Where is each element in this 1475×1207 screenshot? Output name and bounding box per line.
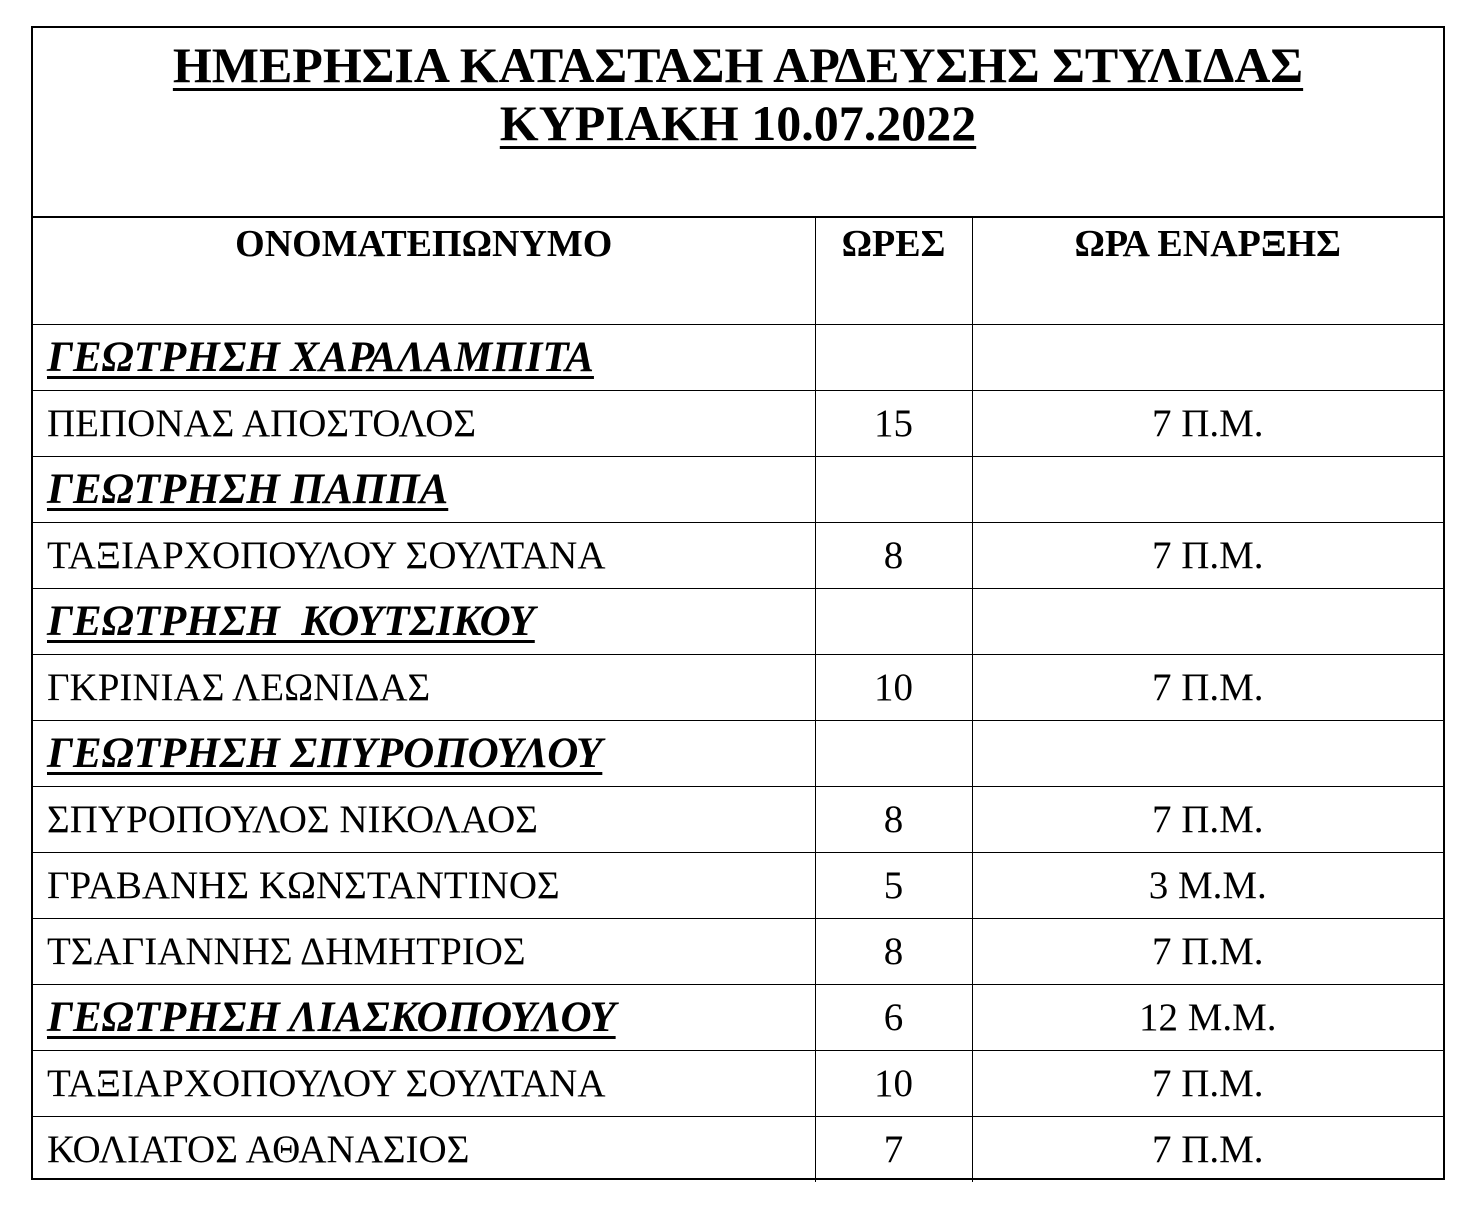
section-name: ΓΕΩΤΡΗΣΗ ΣΠΥΡΟΠΟΥΛΟΥ bbox=[47, 730, 603, 777]
start-time-cell: 7 Π.Μ. bbox=[972, 391, 1443, 457]
section-name-cell bbox=[33, 721, 815, 787]
section-name-cell bbox=[33, 325, 815, 391]
person-name: ΤΑΞΙΑΡΧΟΠΟΥΛΟΥ ΣΟΥΛΤΑΝΑ bbox=[47, 1062, 606, 1105]
person-name: ΚΟΛΙΑΤΟΣ ΑΘΑΝΑΣΙΟΣ bbox=[47, 1128, 470, 1171]
irrigation-schedule-sheet bbox=[31, 26, 1445, 1180]
hours-cell: 8 bbox=[815, 523, 972, 589]
start-time-cell bbox=[972, 721, 1443, 787]
start-time-cell: 7 Π.Μ. bbox=[972, 1051, 1443, 1117]
person-name-cell bbox=[33, 853, 815, 919]
hours-cell: 6 bbox=[815, 985, 972, 1051]
person-name: ΤΑΞΙΑΡΧΟΠΟΥΛΟΥ ΣΟΥΛΤΑΝΑ bbox=[47, 534, 606, 577]
start-time-cell bbox=[972, 457, 1443, 523]
person-name-cell bbox=[33, 391, 815, 457]
start-time-cell: 3 Μ.Μ. bbox=[972, 853, 1443, 919]
person-name-cell bbox=[33, 523, 815, 589]
start-time-cell: 7 Π.Μ. bbox=[972, 655, 1443, 721]
table-row bbox=[33, 919, 1443, 985]
column-header-hours: ΩΡΕΣ bbox=[815, 218, 972, 325]
hours-cell: 8 bbox=[815, 919, 972, 985]
document-title bbox=[33, 36, 1443, 94]
section-name: ΓΕΩΤΡΗΣΗ ΛΙΑΣΚΟΠΟΥΛΟΥ bbox=[47, 994, 616, 1041]
hours-cell: 5 bbox=[815, 853, 972, 919]
start-time-cell bbox=[972, 325, 1443, 391]
start-time-cell: 7 Π.Μ. bbox=[972, 1117, 1443, 1183]
hours-cell bbox=[815, 589, 972, 655]
person-name: ΠΕΠΟΝΑΣ ΑΠΟΣΤΟΛΟΣ bbox=[47, 402, 477, 445]
section-name: ΓΕΩΤΡΗΣΗ ΚΟΥΤΣΙΚΟΥ bbox=[47, 598, 535, 645]
table-header-row bbox=[33, 218, 1443, 325]
table-row bbox=[33, 523, 1443, 589]
section-name-cell bbox=[33, 589, 815, 655]
person-name-cell bbox=[33, 655, 815, 721]
person-name-cell bbox=[33, 1117, 815, 1183]
person-name-cell bbox=[33, 787, 815, 853]
hours-cell: 8 bbox=[815, 787, 972, 853]
hours-cell bbox=[815, 325, 972, 391]
person-name: ΓΡΑΒΑΝΗΣ ΚΩΝΣΤΑΝΤΙΝΟΣ bbox=[47, 864, 560, 907]
hours-cell: 15 bbox=[815, 391, 972, 457]
table-row bbox=[33, 853, 1443, 919]
start-time-cell bbox=[972, 589, 1443, 655]
hours-cell: 7 bbox=[815, 1117, 972, 1183]
table-row bbox=[33, 655, 1443, 721]
document-date-text: ΚΥΡΙΑΚΗ 10.07.2022 bbox=[499, 95, 977, 151]
hours-cell bbox=[815, 457, 972, 523]
hours-cell bbox=[815, 721, 972, 787]
start-time-cell: 7 Π.Μ. bbox=[972, 787, 1443, 853]
person-name-cell bbox=[33, 1051, 815, 1117]
table-row bbox=[33, 787, 1443, 853]
hours-cell: 10 bbox=[815, 1051, 972, 1117]
section-row bbox=[33, 589, 1443, 655]
title-block bbox=[33, 28, 1443, 218]
table-row bbox=[33, 1117, 1443, 1183]
section-name: ΓΕΩΤΡΗΣΗ ΠΑΠΠΑ bbox=[47, 466, 449, 513]
section-row bbox=[33, 985, 1443, 1051]
start-time-cell: 7 Π.Μ. bbox=[972, 523, 1443, 589]
start-time-cell: 12 Μ.Μ. bbox=[972, 985, 1443, 1051]
section-row bbox=[33, 325, 1443, 391]
section-row bbox=[33, 721, 1443, 787]
section-name-cell bbox=[33, 457, 815, 523]
person-name-cell bbox=[33, 919, 815, 985]
section-name-cell bbox=[33, 985, 815, 1051]
start-time-cell: 7 Π.Μ. bbox=[972, 919, 1443, 985]
person-name: ΣΠΥΡΟΠΟΥΛΟΣ ΝΙΚΟΛΑΟΣ bbox=[47, 798, 538, 841]
person-name: ΤΣΑΓΙΑΝΝΗΣ ΔΗΜΗΤΡΙΟΣ bbox=[47, 930, 526, 973]
column-header-start-time: ΩΡΑ ΕΝΑΡΞΗΣ bbox=[972, 218, 1443, 325]
document-title-text: ΗΜΕΡΗΣΙΑ ΚΑΤΑΣΤΑΣΗ ΑΡΔΕΥΣΗΣ ΣΤΥΛΙΔΑΣ bbox=[172, 37, 1304, 93]
schedule-table bbox=[33, 218, 1443, 1182]
table-row bbox=[33, 1051, 1443, 1117]
section-name: ΓΕΩΤΡΗΣΗ ΧΑΡΑΛΑΜΠΙΤΑ bbox=[47, 334, 594, 381]
person-name: ΓΚΡΙΝΙΑΣ ΛΕΩΝΙΔΑΣ bbox=[47, 666, 431, 709]
column-header-name: ΟΝΟΜΑΤΕΠΩΝΥΜΟ bbox=[33, 218, 815, 325]
table-row bbox=[33, 391, 1443, 457]
section-row bbox=[33, 457, 1443, 523]
hours-cell: 10 bbox=[815, 655, 972, 721]
document-date bbox=[33, 94, 1443, 152]
